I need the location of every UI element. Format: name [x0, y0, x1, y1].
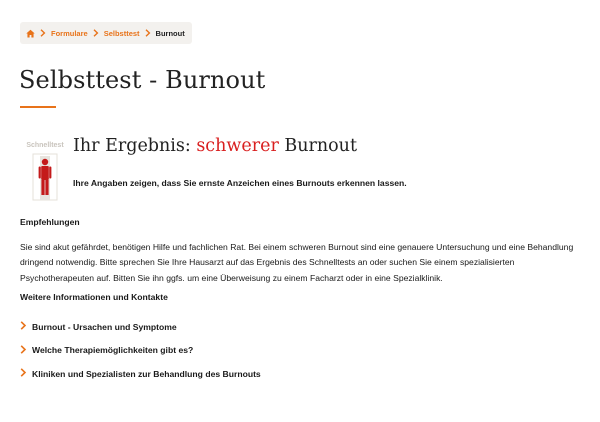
home-icon[interactable]: [26, 29, 35, 38]
recommendations-heading: Empfehlungen: [20, 217, 80, 227]
chevron-right-icon: [93, 29, 99, 37]
breadcrumb-item-formulare[interactable]: Formulare: [51, 28, 88, 38]
chevron-right-icon: [20, 368, 32, 379]
link-therapiemoeglichkeiten[interactable]: [20, 339, 261, 363]
chevron-right-icon: [145, 29, 151, 37]
result-heading: [73, 136, 357, 156]
link-label[interactable]: Kliniken und Spezialisten zur Behandlung des Burnouts: [32, 368, 261, 379]
person-figure-icon: [27, 152, 63, 207]
link-label[interactable]: Welche Therapiemöglichkeiten gibt es?: [32, 345, 194, 356]
title-underline: [20, 106, 56, 108]
page-title: Selbsttest - Burnout: [19, 66, 266, 94]
result-badge: [23, 142, 67, 202]
result-summary: Ihre Angaben zeigen, dass Sie ernste Anzeichen eines Burnouts erkennen lassen.: [73, 178, 407, 188]
result-heading-suffix: Burnout: [278, 136, 357, 156]
breadcrumb: [20, 22, 192, 44]
link-label[interactable]: Burnout - Ursachen und Symptome: [32, 321, 177, 332]
recommendations-text: Sie sind akut gefährdet, benötigen Hilfe und fachlichen Rat. Bei einem schweren Burnout sind eine genauere Untersuchung und eine Behandlung dringend notwendig. Bitte sprechen Sie Ihre Hausarzt auf das Ergebnis des Schnelltests an oder suchen Sie einem spezialisierten Psychotherapeuten auf. Bitten Sie ihn ggfs. um eine Überweisung zu einem Facharzt oder in eine Spezialklinik.: [20, 242, 574, 283]
more-info-heading: Weitere Informationen und Kontakte: [20, 292, 168, 302]
breadcrumb-item-selbsttest[interactable]: Selbsttest: [103, 28, 140, 38]
result-severity: schwerer: [196, 136, 279, 156]
more-info-links: [20, 315, 261, 386]
badge-label: Schnelltest: [26, 142, 64, 149]
link-kliniken-spezialisten[interactable]: [20, 362, 261, 386]
chevron-right-icon: [40, 29, 46, 37]
chevron-right-icon: [20, 345, 32, 356]
chevron-right-icon: [20, 321, 32, 332]
breadcrumb-current: Burnout: [155, 28, 185, 38]
result-heading-prefix: Ihr Ergebnis:: [73, 136, 197, 156]
link-burnout-ursachen[interactable]: [20, 315, 261, 339]
